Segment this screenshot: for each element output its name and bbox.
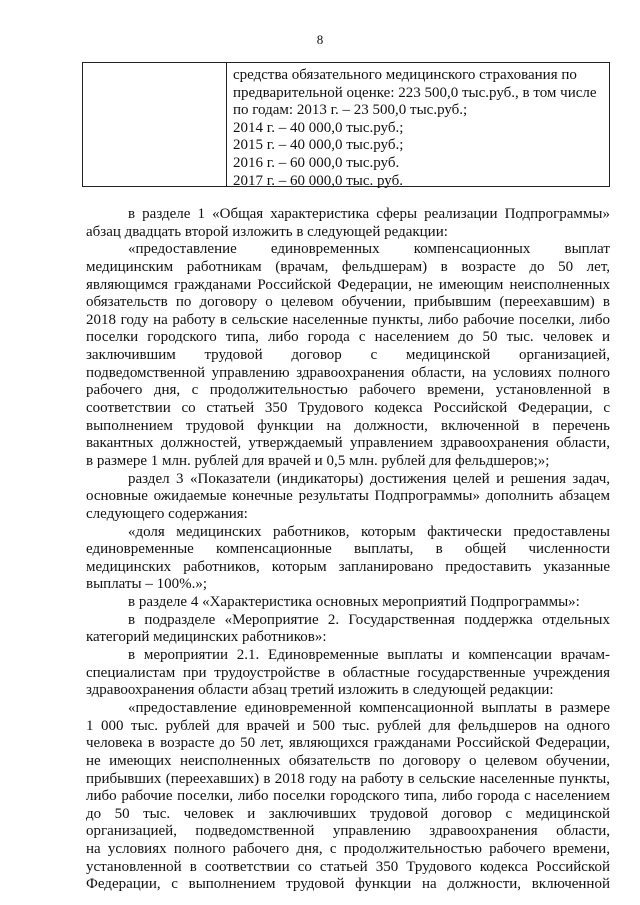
text-line: человека в возрасте до 50 лет, являющихся гражданами Российской Федерации, [86,735,610,752]
text-line: либо рабочие поселки, либо поселки городского типа, либо города с населением [86,788,610,805]
table-cell-line: по годам: 2013 г. – 23 500,0 тыс.руб.; [233,102,468,119]
text-line: абзац двадцать второй изложить в следующей редакции: [86,223,448,240]
text-line: выплаты – 100%.»; [86,576,207,593]
text-line: здравоохранения области абзац третий изложить в следующей редакции: [86,682,554,699]
text-line: категорий медицинских работников»: [86,629,327,646]
text-line: в разделе 1 «Общая характеристика сферы реализации Подпрограммы» [128,206,610,222]
text-line: медицинским работникам (врачам, фельдшерам) в возрасте до 50 лет, [86,258,610,275]
table-cell-line: 2017 г. – 60 000,0 тыс. руб. [233,172,403,189]
text-line: в подразделе «Мероприятие 2. Государственная поддержка отдельных [128,611,610,628]
page-number: 8 [316,32,324,47]
text-line: Федерации, с выполнением трудовой функции на должности, включенной [86,876,610,893]
text-line: следующего содержания: [86,505,248,522]
text-line: поселки городского типа, либо города с населением до 50 тыс. человек и [86,329,610,346]
funding-table [82,62,610,187]
text-line: до 50 тыс. человек и заключивших трудовой договор с медицинской [86,805,610,822]
text-line: не имеющих неисполненных обязательств по договору о целевом обучении, [86,752,610,769]
table-cell-line: средства обязательного медицинского страхования по [233,67,577,83]
text-line: единовременные компенсационные выплаты, в общей численности [86,541,610,558]
text-line: подведомственной управлению здравоохранения области, на условиях полного [86,364,610,381]
text-line: «предоставление единовременной компенсационной выплаты в размере [128,699,610,716]
document-body [86,206,610,894]
text-line: раздел 3 «Показатели (индикаторы) достижения целей и решения задач, [128,470,610,487]
table-column-divider [226,63,227,186]
text-line: вакантных должностей, утверждаемый управлением здравоохранения области, [86,435,610,452]
text-line: выполнением трудовой функции на должности, включенной в перечень [86,417,610,434]
text-line: «доля медицинских работников, которым фактически предоставлены [128,523,610,540]
table-cell-line: предварительной оценке: 223 500,0 тыс.руб., в том числе [233,84,597,101]
text-line: прибывших (переехавших) в 2018 году на работу в сельские населенные пункты, [86,770,610,787]
text-line: соответствии со статьей 350 Трудового кодекса Российской Федерации, с [86,400,610,417]
table-cell-line: 2015 г. – 40 000,0 тыс.руб.; [233,137,404,154]
table-cell-funding [233,67,603,190]
text-line: заключившим трудовой договор с медицинской организацией, [86,347,610,364]
text-line: специалистам при трудоустройстве в областные государственные учреждения [86,664,610,681]
text-line: 2018 году на работу в сельские населенные пункты, либо рабочие поселки, либо [86,311,610,328]
text-line: в размере 1 млн. рублей для врачей и 0,5 млн. рублей для фельдшеров;»; [86,452,550,469]
text-line: обязательств по договору о целевом обучении, прибывшим (переехавшим) в [86,294,610,311]
text-line: основные ожидаемые конечные результаты Подпрограммы» дополнить абзацем [86,488,610,505]
text-line: на условиях полного рабочего дня, с продолжительностью рабочего времени, [86,841,610,858]
text-line: являющимся гражданами Российской Федерации, не имеющим неисполненных [86,276,610,293]
text-line: установленной в соответствии со статьей 350 Трудового кодекса Российской [86,858,610,875]
text-line: организацией, подведомственной управлению здравоохранения области, [86,823,610,840]
text-line: рабочего дня, с продолжительностью рабочего времени, установленной в [86,382,610,399]
text-line: «предоставление единовременных компенсационных выплат [128,241,610,258]
table-cell-line: 2016 г. – 60 000,0 тыс.руб. [233,154,400,171]
table-cell-line: 2014 г. – 40 000,0 тыс.руб.; [233,119,404,136]
text-line: в разделе 4 «Характеристика основных мероприятий Подпрограммы»: [128,594,580,611]
text-line: 1 000 тыс. рублей для врачей и 500 тыс. рублей для фельдшеров на одного [86,717,610,734]
text-line: в мероприятии 2.1. Единовременные выплаты и компенсации врачам- [128,647,610,664]
text-line: медицинских работников, которым запланировано предоставить указанные [86,558,610,575]
